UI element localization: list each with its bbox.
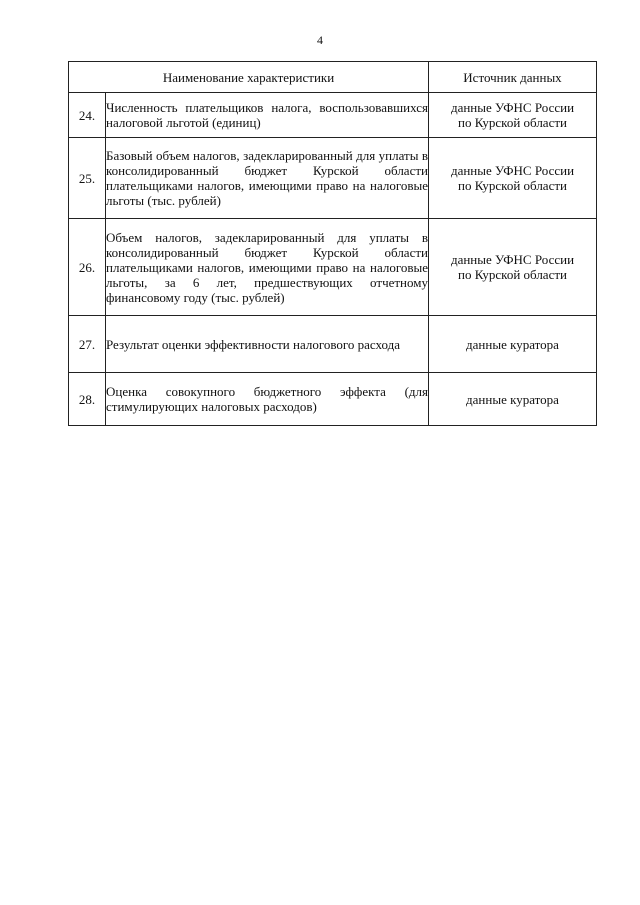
header-name: Наименование характеристики (69, 62, 429, 93)
row-source-line: данные УФНС России (450, 163, 575, 178)
row-name: Результат оценки эффективности налогового расхода (106, 316, 429, 373)
row-number: 28. (69, 373, 106, 426)
row-number: 25. (69, 138, 106, 219)
row-source (429, 93, 597, 138)
row-source (429, 219, 597, 316)
table-row (69, 93, 597, 138)
row-source-line: по Курской области (458, 115, 567, 130)
row-name: Оценка совокупного бюджетного эффекта (для стимулирующих налоговых расходов) (106, 373, 429, 426)
table-header-row (69, 62, 597, 93)
table-row (69, 373, 597, 426)
row-name: Объем налогов, задекларированный для уплаты в консолидированный бюджет Курской области плательщиками налогов, имеющими право на налоговые льготы, за 6 лет, предшествующих отчетному финансовому году (тыс. рублей) (106, 219, 429, 316)
row-name: Численность плательщиков налога, воспользовавшихся налоговой льготой (единиц) (106, 93, 429, 138)
row-number: 26. (69, 219, 106, 316)
row-name: Базовый объем налогов, задекларированный для уплаты в консолидированный бюджет Курской области плательщиками налогов, имеющими право на налоговые льготы (тыс. рублей) (106, 138, 429, 219)
table-row (69, 316, 597, 373)
page-number: 4 (317, 33, 323, 47)
row-source (429, 138, 597, 219)
row-source-line: данные УФНС России (450, 100, 575, 115)
row-number: 24. (69, 93, 106, 138)
row-source-line: по Курской области (458, 267, 567, 282)
row-number: 27. (69, 316, 106, 373)
row-source-line: данные УФНС России (450, 252, 575, 267)
row-source-line: данные куратора (466, 336, 559, 352)
row-source (429, 316, 597, 373)
row-source-line: данные куратора (466, 391, 559, 407)
row-source-line: по Курской области (458, 178, 567, 193)
header-source: Источник данных (429, 62, 597, 93)
characteristics-table (68, 61, 597, 426)
row-source (429, 373, 597, 426)
table-row (69, 138, 597, 219)
table-row (69, 219, 597, 316)
